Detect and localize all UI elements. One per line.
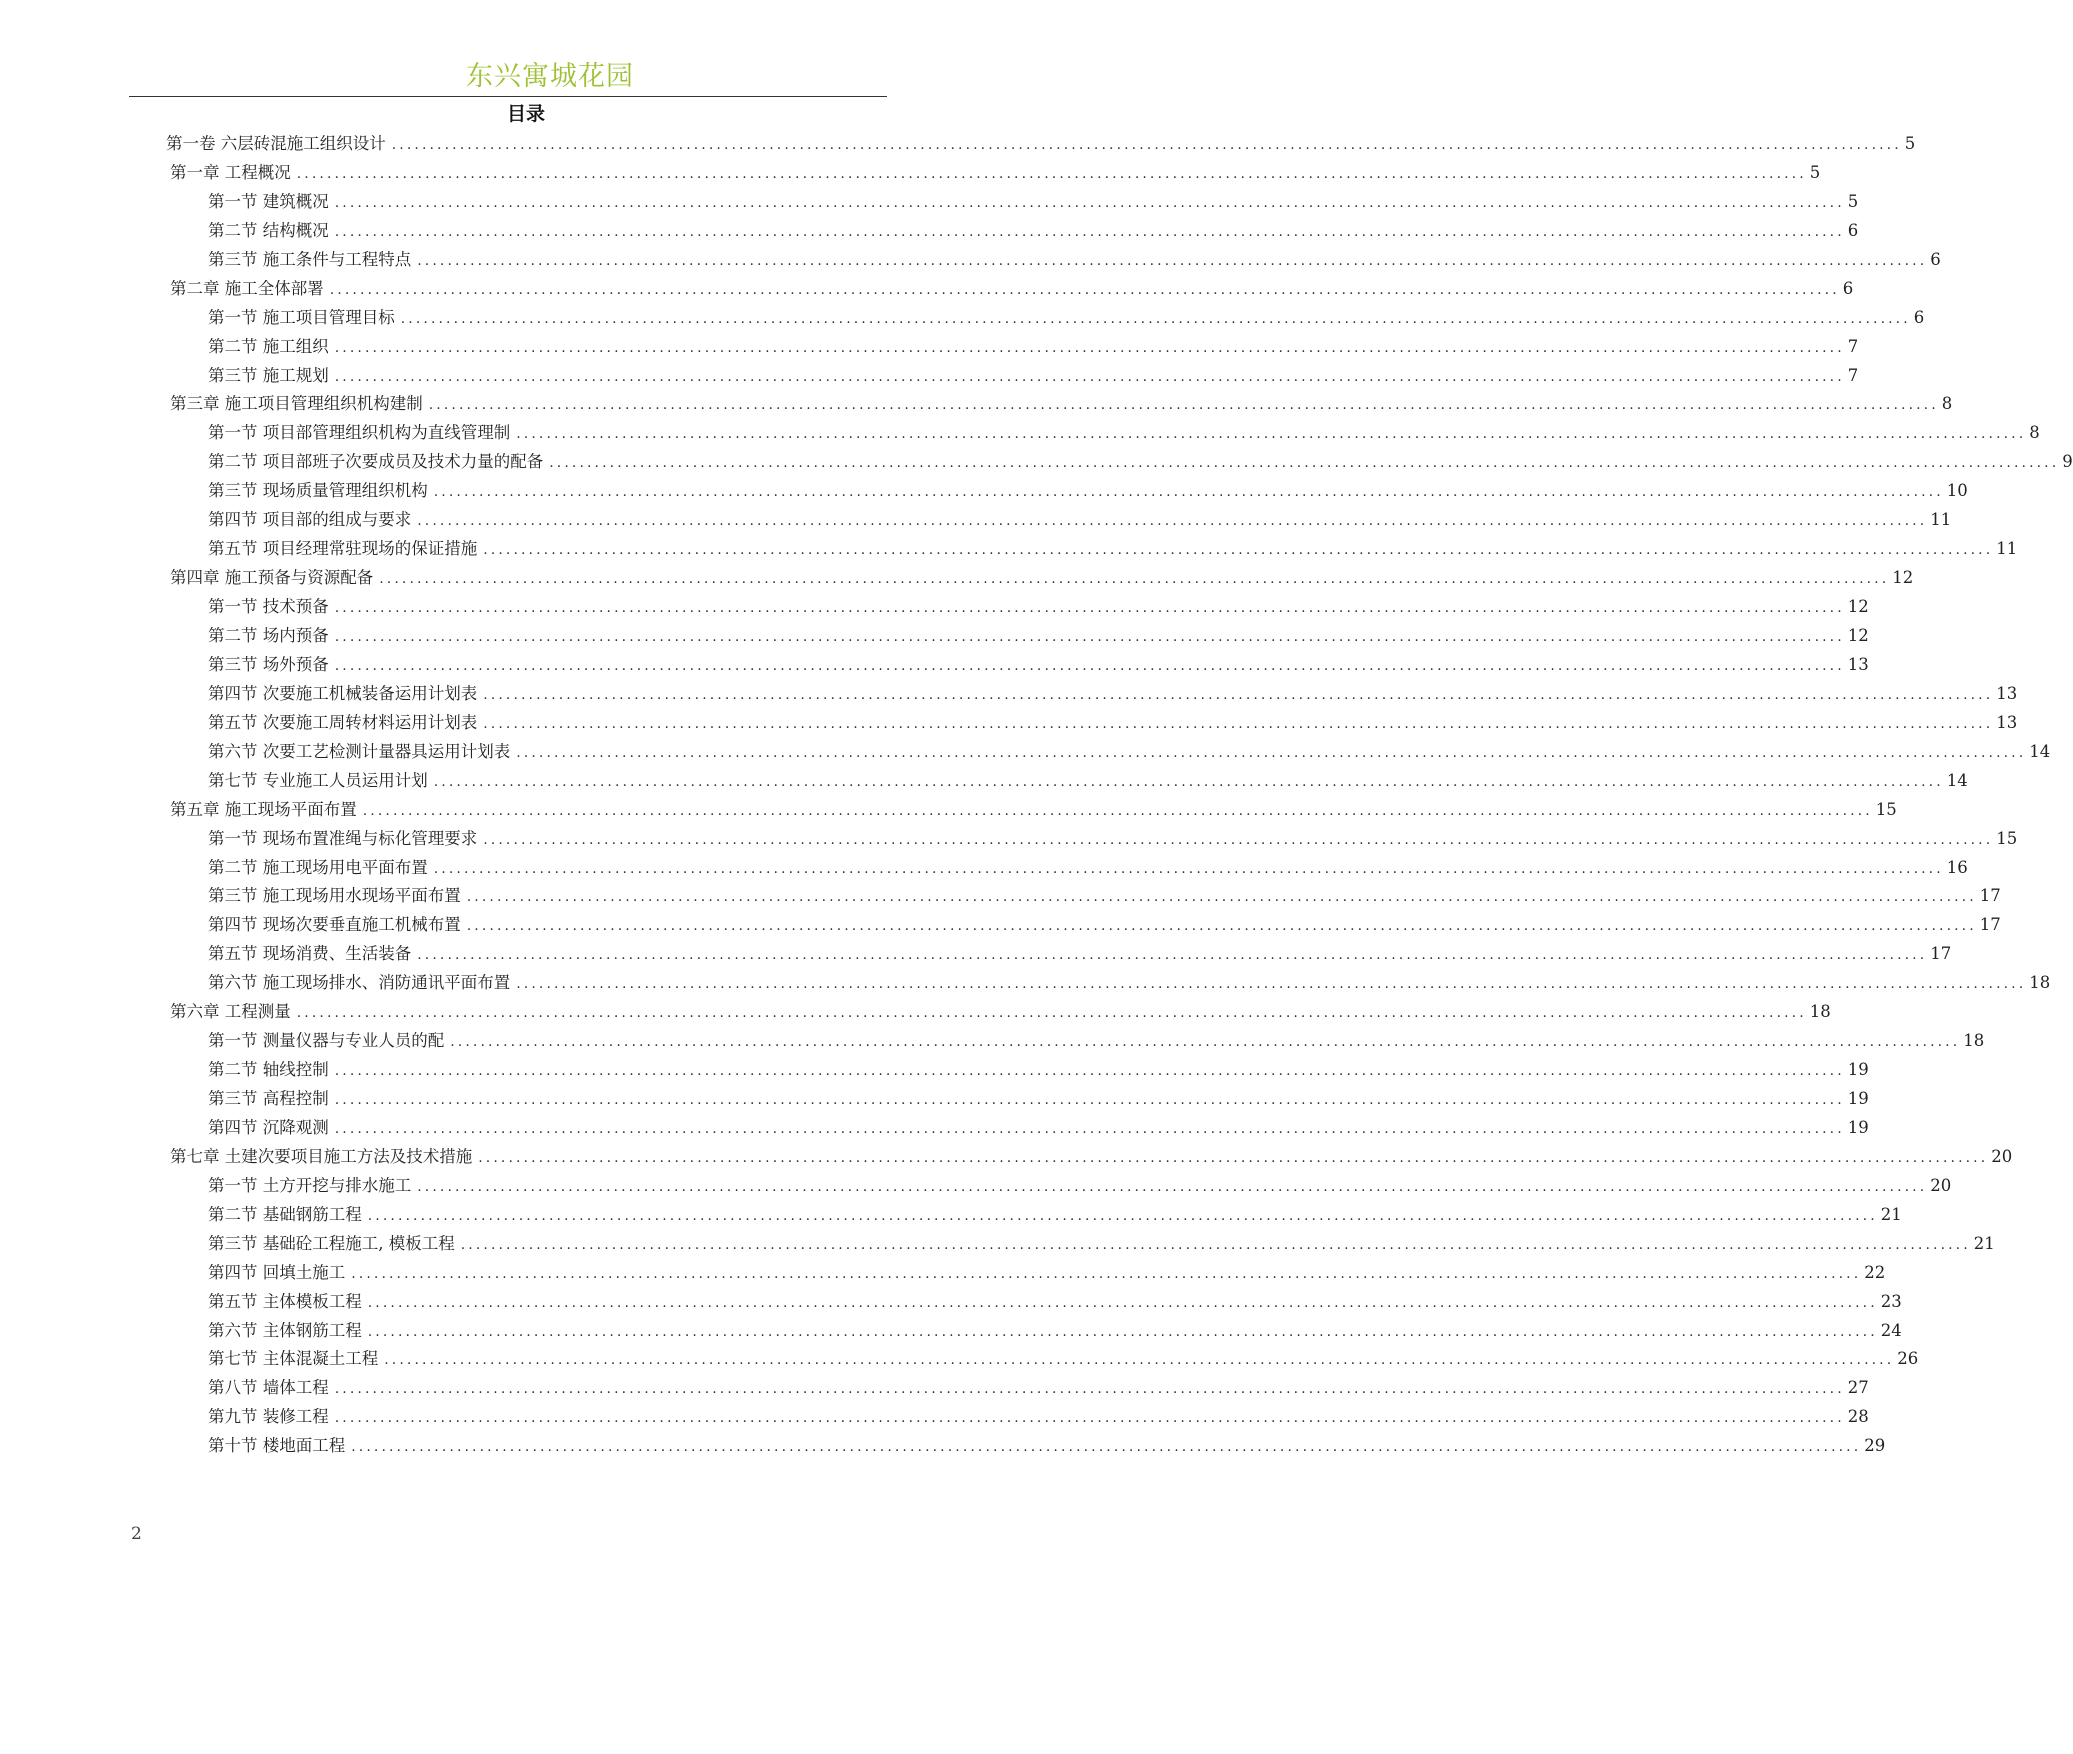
toc-entry-page-number: 15: [1996, 828, 2018, 848]
toc-entry-line: [170, 278, 1854, 302]
toc-entry-line: [208, 336, 1859, 360]
toc-entry-line: [208, 538, 2018, 562]
toc-dot-leader: ........................................................................................................................................................................................................: [362, 802, 1873, 819]
toc-entry[interactable]: [0, 939, 1952, 968]
toc-entry-label: 第一节 项目部管理组织机构为直线管理制: [208, 423, 511, 443]
toc-entry-label: 第五节 次要施工周转材料运用计划表: [208, 712, 478, 732]
toc-entry-label: 第二节 施工现场用电平面布置: [208, 857, 428, 877]
toc-heading: 目录: [506, 103, 545, 125]
toc-entry-label: 第六章 工程测量: [170, 1002, 291, 1022]
toc-entry-label: 第三节 施工规划: [208, 365, 329, 385]
toc-entry-line: [208, 683, 2018, 707]
toc-entry-page-number: 19: [1847, 1089, 1869, 1109]
toc-entry-page-number: 7: [1847, 365, 1859, 385]
toc-entry[interactable]: [0, 563, 1914, 592]
toc-entry[interactable]: [0, 1344, 1919, 1373]
footer-page-number: 2: [131, 1524, 142, 1544]
toc-entry-line: [208, 1435, 1886, 1459]
toc-dot-leader: ........................................................................................................................................................................................................: [483, 542, 1994, 559]
toc-entry[interactable]: [0, 274, 1854, 303]
toc-entry[interactable]: [0, 158, 1821, 187]
toc-entry-line: [208, 1175, 1952, 1199]
toc-entry[interactable]: [0, 447, 2073, 476]
toc-entry-label: 第九节 装修工程: [208, 1407, 329, 1427]
toc-entry-line: [208, 1204, 1902, 1228]
toc-entry-label: 第一节 土方开挖与排水施工: [208, 1175, 412, 1195]
toc-entry-line: [208, 712, 2018, 736]
toc-entry-page-number: 6: [1842, 278, 1854, 298]
toc-entry-label: 第五节 主体模板工程: [208, 1291, 362, 1311]
toc-entry[interactable]: [0, 303, 1925, 332]
toc-entry-page-number: 24: [1880, 1320, 1902, 1340]
toc-dot-leader: ........................................................................................................................................................................................................: [433, 860, 1944, 877]
toc-entry[interactable]: [0, 621, 1869, 650]
toc-entry-page-number: 5: [1809, 162, 1821, 182]
toc-entry-label: 第七节 专业施工人员运用计划: [208, 770, 428, 790]
toc-entry[interactable]: [0, 766, 1968, 795]
toc-entry-page-number: 20: [1991, 1146, 2013, 1166]
toc-entry-page-number: 19: [1847, 1060, 1869, 1080]
toc-entry-line: [208, 1348, 1919, 1372]
toc-dot-leader: ........................................................................................................................................................................................................: [478, 1149, 1989, 1166]
toc-entry-line: [208, 596, 1869, 620]
header-divider: [129, 96, 887, 97]
toc-entry-line: [208, 220, 1859, 244]
toc-entry-page-number: 10: [1946, 481, 1968, 501]
toc-entry-label: 第七节 主体混凝土工程: [208, 1349, 379, 1369]
toc-entry-page-number: 18: [1963, 1031, 1985, 1051]
toc-entry-line: [208, 422, 2040, 446]
toc-entry-label: 第二节 结构概况: [208, 220, 329, 240]
toc-entry[interactable]: [0, 332, 1859, 361]
toc-entry-label: 第三节 基础砼工程施工, 模板工程: [208, 1233, 455, 1253]
toc-dot-leader: ........................................................................................................................................................................................................: [384, 1352, 1895, 1369]
toc-dot-leader: ........................................................................................................................................................................................................: [334, 194, 1845, 211]
toc-entry-page-number: 12: [1847, 597, 1869, 617]
toc-dot-leader: ........................................................................................................................................................................................................: [296, 165, 1807, 182]
toc-dot-leader: ........................................................................................................................................................................................................: [516, 744, 2027, 761]
toc-entry[interactable]: [0, 679, 2018, 708]
toc-dot-leader: ........................................................................................................................................................................................................: [516, 426, 2027, 443]
toc-dot-leader: ........................................................................................................................................................................................................: [334, 600, 1845, 617]
toc-entry-line: [208, 1030, 1985, 1054]
toc-entry[interactable]: [0, 795, 1897, 824]
toc-dot-leader: ........................................................................................................................................................................................................: [334, 339, 1845, 356]
toc-dot-leader: ........................................................................................................................................................................................................: [334, 223, 1845, 240]
toc-entry-label: 第二章 施工全体部署: [170, 278, 324, 298]
toc-entry[interactable]: [0, 737, 2051, 766]
toc-entry[interactable]: [0, 910, 2001, 939]
toc-entry[interactable]: [0, 1402, 1869, 1431]
document-header-title: 东兴寓城花园: [466, 61, 634, 92]
toc-entry-label: 第三节 场外预备: [208, 654, 329, 674]
toc-entry-page-number: 21: [1880, 1204, 1902, 1224]
toc-entry[interactable]: [0, 1084, 1869, 1113]
toc-entry-label: 第四章 施工预备与资源配备: [170, 568, 374, 588]
toc-entry[interactable]: [0, 1258, 1886, 1287]
toc-entry-line: [208, 365, 1859, 389]
toc-entry-line: [208, 972, 2051, 996]
toc-entry-label: 第四节 沉降观测: [208, 1117, 329, 1137]
toc-entry[interactable]: [0, 881, 2001, 910]
toc-entry[interactable]: [0, 1200, 1902, 1229]
toc-dot-leader: ........................................................................................................................................................................................................: [367, 1207, 1878, 1224]
toc-dot-leader: ........................................................................................................................................................................................................: [428, 397, 1939, 414]
toc-entry[interactable]: [0, 824, 2018, 853]
toc-entry-line: [170, 162, 1821, 186]
toc-entry-page-number: 11: [1930, 510, 1952, 530]
toc-entry-label: 第一卷 六层砖混施工组织设计: [166, 134, 386, 153]
toc-entry-label: 第二节 项目部班子次要成员及技术力量的配备: [208, 452, 544, 472]
toc-entry-line: [208, 828, 2018, 852]
toc-entry[interactable]: [0, 1316, 1902, 1345]
toc-entry-line: [208, 741, 2051, 765]
toc-dot-leader: ........................................................................................................................................................................................................: [460, 1236, 1971, 1253]
toc-entry[interactable]: [0, 968, 2051, 997]
toc-entry-page-number: 18: [2029, 973, 2051, 993]
toc-entry-label: 第五节 现场消费、生活装备: [208, 944, 412, 964]
toc-entry-page-number: 26: [1897, 1349, 1919, 1369]
toc-entry-label: 第八节 墙体工程: [208, 1378, 329, 1398]
toc-entry-label: 第三节 现场质量管理组织机构: [208, 481, 428, 501]
toc-entry[interactable]: [0, 1171, 1952, 1200]
toc-entry-page-number: 6: [1930, 249, 1941, 269]
toc-entry-line: [208, 1320, 1902, 1344]
toc-dot-leader: ........................................................................................................................................................................................................: [334, 657, 1845, 674]
toc-entry[interactable]: [0, 245, 1941, 274]
toc-entry-line: [208, 480, 1968, 504]
toc-entry-line: [208, 1059, 1869, 1083]
toc-dot-leader: ........................................................................................................................................................................................................: [466, 918, 1977, 935]
toc-entry-line: [170, 799, 1897, 823]
toc-entry-line: [166, 133, 1916, 157]
toc-entry[interactable]: [0, 592, 1869, 621]
toc-entry-line: [208, 1233, 1995, 1257]
toc-entry-line: [208, 857, 1968, 881]
toc-entry-page-number: 27: [1847, 1378, 1869, 1398]
toc-entry[interactable]: [0, 1142, 2013, 1171]
toc-entry-page-number: 8: [1941, 394, 1953, 414]
toc-dot-leader: ........................................................................................................................................................................................................: [483, 686, 1994, 703]
toc-entry-line: [208, 625, 1869, 649]
toc-entry-label: 第三节 高程控制: [208, 1089, 329, 1109]
toc-entry-line: [208, 1262, 1886, 1286]
toc-entry-page-number: 17: [1979, 886, 2001, 906]
toc-entry-label: 第七章 土建次要项目施工方法及技术措施: [170, 1146, 473, 1166]
toc-dot-leader: ........................................................................................................................................................................................................: [351, 1265, 1862, 1282]
toc-entry-line: [170, 1001, 1831, 1025]
toc-dot-leader: ........................................................................................................................................................................................................: [516, 976, 2027, 993]
toc-entry-line: [208, 191, 1859, 215]
toc-entry[interactable]: [0, 476, 1968, 505]
toc-dot-leader: ........................................................................................................................................................................................................: [334, 1092, 1845, 1109]
toc-entry-page-number: 17: [1979, 915, 2001, 935]
toc-entry-line: [208, 885, 2001, 909]
toc-entry-line: [208, 1377, 1869, 1401]
toc-entry[interactable]: [0, 1055, 1869, 1084]
toc-entry-label: 第六节 施工现场排水、消防通讯平面布置: [208, 973, 511, 993]
toc-entry-label: 第一节 测量仪器与专业人员的配: [208, 1031, 445, 1051]
toc-entry[interactable]: [0, 1113, 1869, 1142]
toc-entry-page-number: 16: [1946, 857, 1968, 877]
toc-entry-label: 第一节 建筑概况: [208, 191, 329, 211]
toc-entry-label: 第三章 施工项目管理组织机构建制: [170, 394, 423, 414]
toc-entry-label: 第二节 施工组织: [208, 336, 329, 356]
toc-entry[interactable]: [0, 853, 1968, 882]
toc-entry-label: 第四节 回填土施工: [208, 1262, 346, 1282]
toc-entry-line: [208, 654, 1869, 678]
toc-entry-line: [208, 943, 1952, 967]
toc-entry-label: 第一节 施工项目管理目标: [208, 307, 395, 327]
toc-entry-page-number: 28: [1847, 1407, 1869, 1427]
toc-entry[interactable]: [0, 361, 1859, 390]
toc-entry-label: 第五章 施工现场平面布置: [170, 799, 357, 819]
toc-entry-line: [170, 567, 1914, 591]
toc-dot-leader: ........................................................................................................................................................................................................: [417, 947, 1928, 964]
toc-entry-page-number: 7: [1847, 336, 1859, 356]
toc-entry[interactable]: [0, 129, 1916, 158]
toc-entry[interactable]: [0, 216, 1859, 245]
toc-dot-leader: ........................................................................................................................................................................................................: [417, 252, 1928, 269]
toc-dot-leader: ........................................................................................................................................................................................................: [329, 281, 1840, 298]
toc-dot-leader: ........................................................................................................................................................................................................: [367, 1294, 1878, 1311]
toc-entry-page-number: 18: [1809, 1002, 1831, 1022]
toc-dot-leader: ........................................................................................................................................................................................................: [466, 889, 1977, 906]
toc-entry-page-number: 23: [1880, 1291, 1902, 1311]
toc-entry-label: 第一章 工程概况: [170, 162, 291, 182]
toc-entry-label: 第十节 楼地面工程: [208, 1436, 346, 1456]
toc-entry-page-number: 11: [1996, 539, 2018, 559]
toc-entry-label: 第二节 轴线控制: [208, 1060, 329, 1080]
toc-dot-leader: ........................................................................................................................................................................................................: [483, 831, 1994, 848]
toc-entry[interactable]: [0, 389, 1953, 418]
toc-entry-line: [208, 1117, 1869, 1141]
toc-entry-line: [208, 1406, 1869, 1430]
toc-entry[interactable]: [0, 1026, 1985, 1055]
toc-dot-leader: ........................................................................................................................................................................................................: [351, 1439, 1862, 1456]
toc-dot-leader: ........................................................................................................................................................................................................: [296, 1005, 1807, 1022]
toc-entry[interactable]: [0, 997, 1831, 1026]
toc-entry[interactable]: [0, 187, 1859, 216]
toc-dot-leader: ........................................................................................................................................................................................................: [433, 484, 1944, 501]
toc-entry-label: 第一节 技术预备: [208, 597, 329, 617]
toc-entry-page-number: 13: [1996, 683, 2018, 703]
toc-entry-page-number: 29: [1864, 1436, 1886, 1456]
toc-entry-label: 第四节 次要施工机械装备运用计划表: [208, 683, 478, 703]
toc-entry-page-number: 14: [1946, 770, 1968, 790]
toc-dot-leader: ........................................................................................................................................................................................................: [334, 1381, 1845, 1398]
toc-entry[interactable]: [0, 418, 2040, 447]
toc-entry-page-number: 13: [1996, 712, 2018, 732]
toc-entry-line: [208, 1291, 1902, 1315]
toc-entry-line: [170, 393, 1953, 417]
toc-dot-leader: ........................................................................................................................................................................................................: [417, 513, 1928, 530]
toc-entry-line: [208, 770, 1968, 794]
toc-entry-page-number: 15: [1875, 799, 1897, 819]
toc-dot-leader: ........................................................................................................................................................................................................: [334, 368, 1845, 385]
toc-entry-line: [208, 1088, 1869, 1112]
toc-entry-page-number: 13: [1847, 654, 1869, 674]
toc-entry-page-number: 12: [1892, 568, 1914, 588]
toc-entry-page-number: 20: [1930, 1175, 1952, 1195]
toc-dot-leader: ........................................................................................................................................................................................................: [334, 1063, 1845, 1080]
toc-entry-label: 第三节 施工条件与工程特点: [208, 249, 412, 269]
toc-entry[interactable]: [0, 650, 1869, 679]
toc-entry[interactable]: [0, 1431, 1886, 1460]
toc-dot-leader: ........................................................................................................................................................................................................: [367, 1323, 1878, 1340]
toc-dot-leader: ........................................................................................................................................................................................................: [433, 773, 1944, 790]
toc-entry-page-number: 14: [2029, 741, 2051, 761]
toc-entry[interactable]: [0, 534, 2018, 563]
toc-entry[interactable]: [0, 1287, 1902, 1316]
toc-entry-page-number: 5: [1904, 134, 1916, 153]
toc-entry-line: [208, 914, 2001, 938]
toc-dot-leader: ........................................................................................................................................................................................................: [483, 715, 1994, 732]
toc-entry-line: [208, 307, 1925, 331]
toc-entry-label: 第六节 次要工艺检测计量器具运用计划表: [208, 741, 511, 761]
toc-entry-page-number: 9: [2062, 452, 2073, 472]
toc-entry-label: 第二节 基础钢筋工程: [208, 1204, 362, 1224]
toc-entry-page-number: 21: [1973, 1233, 1995, 1253]
toc-entry-label: 第五节 项目经理常驻现场的保证措施: [208, 539, 478, 559]
toc-dot-leader: ........................................................................................................................................................................................................: [391, 137, 1902, 153]
toc-entry-page-number: 19: [1847, 1117, 1869, 1137]
toc-entry-page-number: 12: [1847, 625, 1869, 645]
toc-entry[interactable]: [0, 505, 1952, 534]
toc-entry-line: [208, 509, 1952, 533]
toc-dot-leader: ........................................................................................................................................................................................................: [400, 310, 1911, 327]
toc-entry-page-number: 8: [2029, 423, 2040, 443]
toc-entry-label: 第四节 现场次要垂直施工机械布置: [208, 915, 461, 935]
toc-dot-leader: ........................................................................................................................................................................................................: [417, 1178, 1928, 1195]
toc-dot-leader: ........................................................................................................................................................................................................: [334, 628, 1845, 645]
toc-entry[interactable]: [0, 708, 2018, 737]
toc-entry-label: 第六节 主体钢筋工程: [208, 1320, 362, 1340]
toc-entry[interactable]: [0, 1229, 1995, 1258]
toc-entry-page-number: 6: [1847, 220, 1859, 240]
toc-dot-leader: ........................................................................................................................................................................................................: [450, 1034, 1961, 1051]
toc-dot-leader: ........................................................................................................................................................................................................: [334, 1410, 1845, 1427]
toc-entry[interactable]: [0, 1373, 1869, 1402]
toc-dot-leader: ........................................................................................................................................................................................................: [549, 455, 2060, 472]
toc-entry-label: 第四节 项目部的组成与要求: [208, 510, 412, 530]
toc-entry-page-number: 5: [1847, 191, 1859, 211]
toc-entry-line: [208, 451, 2073, 475]
toc-entry-label: 第二节 场内预备: [208, 625, 329, 645]
toc-entry-page-number: 17: [1930, 944, 1952, 964]
toc-entry-page-number: 22: [1864, 1262, 1886, 1282]
toc-dot-leader: ........................................................................................................................................................................................................: [334, 1120, 1845, 1137]
toc-entry-label: 第三节 施工现场用水现场平面布置: [208, 886, 461, 906]
toc-entry-line: [208, 249, 1941, 273]
toc-entry-page-number: 6: [1913, 307, 1925, 327]
toc-entry-line: [170, 1146, 2013, 1170]
toc-dot-leader: ........................................................................................................................................................................................................: [379, 571, 1890, 588]
toc-entry-label: 第一节 现场布置准绳与标化管理要求: [208, 828, 478, 848]
